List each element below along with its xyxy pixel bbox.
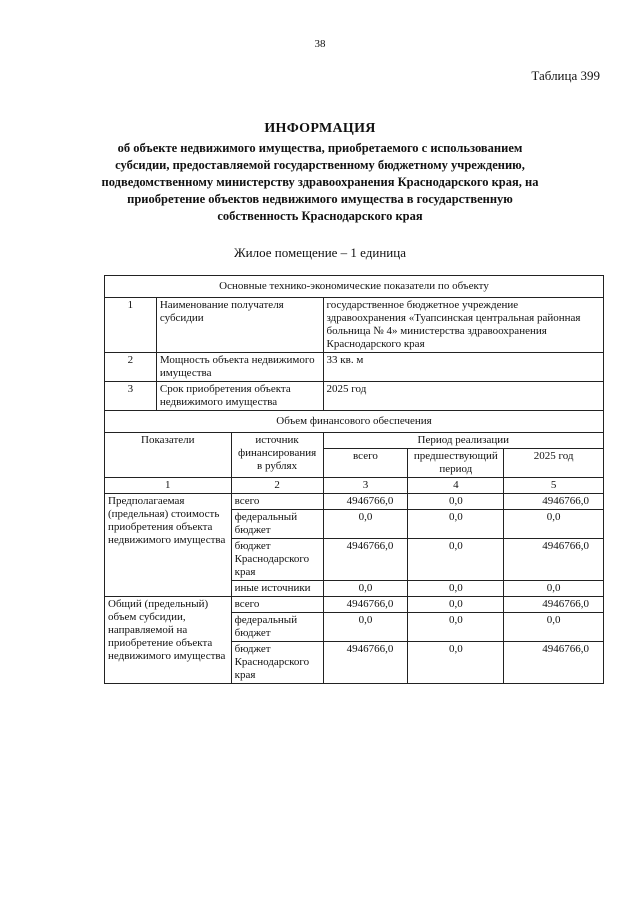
table-row bbox=[105, 597, 604, 613]
col-year: 2025 год bbox=[504, 449, 604, 478]
year-value: 4946766,0 bbox=[504, 597, 604, 613]
source-label: всего bbox=[231, 494, 323, 510]
row-value: 2025 год bbox=[323, 382, 603, 411]
table-row bbox=[105, 353, 604, 382]
table-row bbox=[105, 494, 604, 510]
prev-value: 0,0 bbox=[408, 581, 504, 597]
col-number: 2 bbox=[231, 478, 323, 494]
row-value: государственное бюджетное учреждение здравоохранения «Туапсинская центральная районная больница № 4» министерства здравоохранения Краснодарского края bbox=[323, 298, 603, 353]
total-value: 0,0 bbox=[323, 510, 408, 539]
prev-value: 0,0 bbox=[408, 613, 504, 642]
col-previous: предшествующий период bbox=[408, 449, 504, 478]
column-number-row bbox=[105, 478, 604, 494]
total-value: 4946766,0 bbox=[323, 494, 408, 510]
section1-header: Основные технико-экономические показатели по объекту bbox=[105, 276, 604, 298]
col-number: 5 bbox=[504, 478, 604, 494]
year-value: 4946766,0 bbox=[504, 494, 604, 510]
prev-value: 0,0 bbox=[408, 539, 504, 581]
section2-header-row bbox=[105, 411, 604, 433]
col-total: всего bbox=[323, 449, 408, 478]
source-label: бюджет Краснодарского края bbox=[231, 642, 323, 684]
row-number: 1 bbox=[105, 298, 157, 353]
table-row bbox=[105, 298, 604, 353]
table-number: Таблица 399 bbox=[531, 68, 600, 83]
info-table bbox=[104, 275, 604, 684]
year-value: 0,0 bbox=[504, 613, 604, 642]
col-number: 4 bbox=[408, 478, 504, 494]
unit-line: Жилое помещение – 1 единица bbox=[233, 245, 406, 260]
table-row bbox=[105, 382, 604, 411]
prev-value: 0,0 bbox=[408, 510, 504, 539]
total-value: 4946766,0 bbox=[323, 539, 408, 581]
prev-value: 0,0 bbox=[408, 597, 504, 613]
source-label: иные источники bbox=[231, 581, 323, 597]
section2-header: Объем финансового обеспечения bbox=[105, 411, 604, 433]
col-number: 1 bbox=[105, 478, 232, 494]
prev-value: 0,0 bbox=[408, 494, 504, 510]
prev-value: 0,0 bbox=[408, 642, 504, 684]
year-value: 0,0 bbox=[504, 581, 604, 597]
source-label: всего bbox=[231, 597, 323, 613]
col-source: источник финансирования в рублях bbox=[231, 433, 323, 478]
document-subtitle: об объекте недвижимого имущества, приобретаемого с использованием субсидии, предоставляемой государственному бюджетному учреждению, подведомственному министерству здравоохранения Краснодарского края, на приобретение объектов недвижимого имущества в государственную собственность Краснодарского края bbox=[101, 141, 539, 223]
row-label: Наименование получателя субсидии bbox=[156, 298, 323, 353]
section1-header-row bbox=[105, 276, 604, 298]
year-value: 0,0 bbox=[504, 510, 604, 539]
year-value: 4946766,0 bbox=[504, 539, 604, 581]
source-label: федеральный бюджет bbox=[231, 510, 323, 539]
col-number: 3 bbox=[323, 478, 408, 494]
row-label: Срок приобретения объекта недвижимого имущества bbox=[156, 382, 323, 411]
total-value: 4946766,0 bbox=[323, 597, 408, 613]
row-label: Мощность объекта недвижимого имущества bbox=[156, 353, 323, 382]
total-value: 0,0 bbox=[323, 581, 408, 597]
row-value: 33 кв. м bbox=[323, 353, 603, 382]
document-title: ИНФОРМАЦИЯ bbox=[264, 121, 376, 136]
source-label: федеральный бюджет bbox=[231, 613, 323, 642]
column-header-row bbox=[105, 433, 604, 449]
group-label: Предполагаемая (предельная) стоимость приобретения объекта недвижимого имущества bbox=[105, 494, 232, 597]
source-label: бюджет Краснодарского края bbox=[231, 539, 323, 581]
year-value: 4946766,0 bbox=[504, 642, 604, 684]
col-indicators: Показатели bbox=[105, 433, 232, 478]
row-number: 2 bbox=[105, 353, 157, 382]
page-number: 38 bbox=[314, 38, 326, 50]
group-label: Общий (предельный) объем субсидии, направляемой на приобретение объекта недвижимого имущества bbox=[105, 597, 232, 684]
col-period: Период реализации bbox=[323, 433, 603, 449]
row-number: 3 bbox=[105, 382, 157, 411]
total-value: 0,0 bbox=[323, 613, 408, 642]
total-value: 4946766,0 bbox=[323, 642, 408, 684]
